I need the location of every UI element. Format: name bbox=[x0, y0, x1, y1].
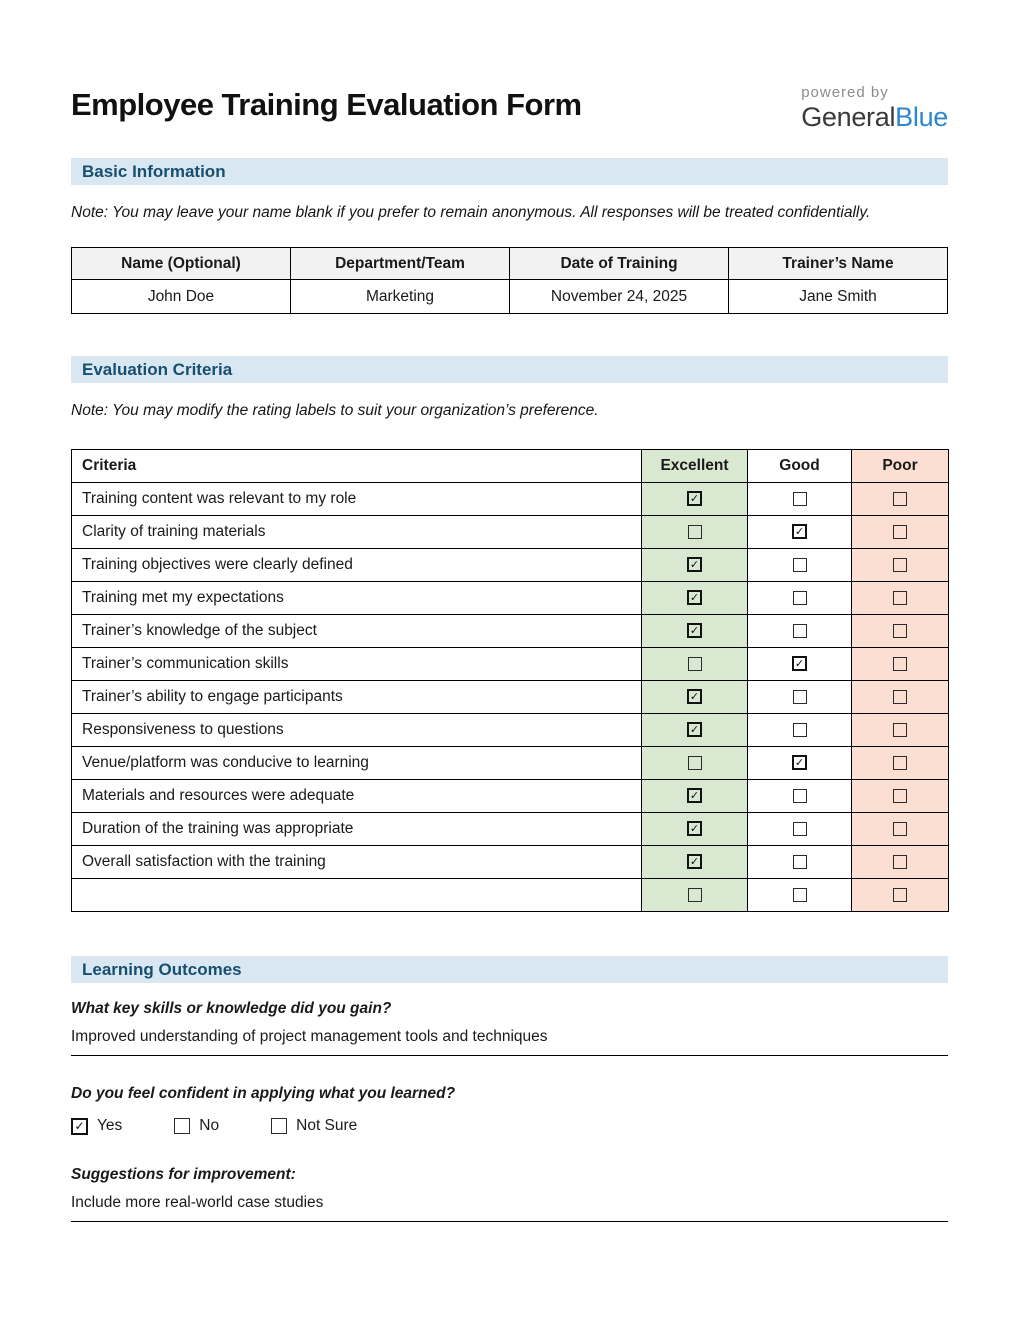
confidence-options bbox=[71, 1117, 948, 1135]
checkbox-unchecked-icon[interactable] bbox=[793, 822, 807, 836]
rating-cell-excellent[interactable] bbox=[642, 813, 748, 846]
rating-cell-good[interactable] bbox=[748, 813, 852, 846]
criteria-label: Trainer’s communication skills bbox=[72, 648, 642, 681]
checkbox-unchecked-icon[interactable] bbox=[793, 789, 807, 803]
powered-by-text: powered by bbox=[801, 84, 889, 101]
checkbox-unchecked-icon[interactable] bbox=[893, 789, 907, 803]
evaluation-row bbox=[72, 747, 949, 780]
rating-cell-poor[interactable] bbox=[852, 714, 949, 747]
basic-info-value-cell[interactable]: John Doe bbox=[72, 280, 291, 314]
rating-cell-good[interactable] bbox=[748, 879, 852, 912]
rating-cell-poor[interactable] bbox=[852, 846, 949, 879]
criteria-label: Trainer’s knowledge of the subject bbox=[72, 615, 642, 648]
rating-cell-good[interactable] bbox=[748, 846, 852, 879]
question-confident: Do you feel confident in applying what you learned? bbox=[71, 1085, 456, 1102]
checkbox-unchecked-icon[interactable] bbox=[893, 558, 907, 572]
rating-cell-excellent[interactable] bbox=[642, 879, 748, 912]
basic-info-column-header: Trainer’s Name bbox=[729, 248, 948, 280]
evaluation-column-header-good: Good bbox=[748, 450, 852, 483]
checkbox-checked-icon[interactable] bbox=[792, 755, 807, 770]
checkbox-unchecked-icon[interactable] bbox=[893, 492, 907, 506]
basic-info-header-row bbox=[72, 248, 948, 280]
checkbox-checked-icon[interactable] bbox=[687, 590, 702, 605]
rating-cell-poor[interactable] bbox=[852, 582, 949, 615]
criteria-label bbox=[72, 879, 642, 912]
evaluation-note: Note: You may modify the rating labels to suit your organization’s preference. bbox=[71, 402, 599, 419]
criteria-label: Materials and resources were adequate bbox=[72, 780, 642, 813]
checkbox-unchecked-icon[interactable] bbox=[793, 690, 807, 704]
checkbox-unchecked-icon[interactable] bbox=[793, 558, 807, 572]
basic-info-note: Note: You may leave your name blank if you prefer to remain anonymous. All responses will be treated confidentially. bbox=[71, 204, 871, 221]
rating-cell-good[interactable] bbox=[748, 483, 852, 516]
evaluation-column-header-excellent: Excellent bbox=[642, 450, 748, 483]
basic-info-value-cell[interactable]: Marketing bbox=[291, 280, 510, 314]
criteria-label: Training content was relevant to my role bbox=[72, 483, 642, 516]
brand-wordmark bbox=[801, 102, 948, 132]
option-yes[interactable] bbox=[71, 1117, 122, 1135]
checkbox-unchecked-icon[interactable] bbox=[793, 624, 807, 638]
checkbox-checked-icon[interactable] bbox=[792, 656, 807, 671]
evaluation-row bbox=[72, 681, 949, 714]
option-label: Not Sure bbox=[296, 1117, 358, 1134]
rating-cell-poor[interactable] bbox=[852, 516, 949, 549]
criteria-label: Duration of the training was appropriate bbox=[72, 813, 642, 846]
rating-cell-good[interactable] bbox=[748, 714, 852, 747]
checkbox-checked-icon[interactable] bbox=[687, 722, 702, 737]
rating-cell-good[interactable] bbox=[748, 582, 852, 615]
evaluation-row bbox=[72, 813, 949, 846]
rating-cell-good[interactable] bbox=[748, 615, 852, 648]
rating-cell-excellent[interactable] bbox=[642, 615, 748, 648]
answer-suggestions[interactable]: Include more real-world case studies bbox=[71, 1194, 948, 1222]
criteria-label: Clarity of training materials bbox=[72, 516, 642, 549]
brand-general: General bbox=[801, 102, 896, 132]
checkbox-checked-icon[interactable] bbox=[687, 788, 702, 803]
rating-cell-excellent[interactable] bbox=[642, 780, 748, 813]
basic-info-value-row bbox=[72, 280, 948, 314]
rating-cell-poor[interactable] bbox=[852, 615, 949, 648]
rating-cell-excellent[interactable] bbox=[642, 846, 748, 879]
rating-cell-excellent[interactable] bbox=[642, 714, 748, 747]
option-label: No bbox=[199, 1117, 220, 1134]
criteria-label: Overall satisfaction with the training bbox=[72, 846, 642, 879]
rating-cell-poor[interactable] bbox=[852, 681, 949, 714]
rating-cell-good[interactable] bbox=[748, 780, 852, 813]
checkbox-unchecked-icon[interactable] bbox=[688, 657, 702, 671]
evaluation-row bbox=[72, 846, 949, 879]
evaluation-row bbox=[72, 648, 949, 681]
answer-key-skills[interactable]: Improved understanding of project management tools and techniques bbox=[71, 1028, 948, 1056]
rating-cell-poor[interactable] bbox=[852, 483, 949, 516]
checkbox-checked-icon[interactable] bbox=[687, 689, 702, 704]
checkbox-checked-icon[interactable] bbox=[687, 557, 702, 572]
basic-info-column-header: Name (Optional) bbox=[72, 248, 291, 280]
evaluation-column-header-criteria: Criteria bbox=[72, 450, 642, 483]
checkbox-checked-icon[interactable] bbox=[792, 524, 807, 539]
rating-cell-poor[interactable] bbox=[852, 780, 949, 813]
section-header-evaluation-criteria: Evaluation Criteria bbox=[71, 356, 948, 383]
evaluation-table bbox=[71, 449, 949, 912]
evaluation-row bbox=[72, 483, 949, 516]
rating-cell-poor[interactable] bbox=[852, 747, 949, 780]
evaluation-header-row bbox=[72, 450, 949, 483]
checkbox-unchecked-icon[interactable] bbox=[893, 690, 907, 704]
basic-info-value-cell[interactable]: Jane Smith bbox=[729, 280, 948, 314]
checkbox-unchecked-icon[interactable] bbox=[688, 525, 702, 539]
generalblue-logo bbox=[801, 84, 948, 132]
rating-cell-excellent[interactable] bbox=[642, 483, 748, 516]
basic-info-column-header: Date of Training bbox=[510, 248, 729, 280]
page-title: Employee Training Evaluation Form bbox=[71, 87, 582, 122]
checkbox-unchecked-icon[interactable] bbox=[893, 657, 907, 671]
rating-cell-excellent[interactable] bbox=[642, 681, 748, 714]
checkbox-unchecked-icon[interactable] bbox=[793, 888, 807, 902]
checkbox-unchecked-icon[interactable] bbox=[893, 723, 907, 737]
question-suggestions: Suggestions for improvement: bbox=[71, 1166, 296, 1183]
basic-info-value-cell[interactable]: November 24, 2025 bbox=[510, 280, 729, 314]
checkbox-unchecked-icon[interactable] bbox=[893, 624, 907, 638]
section-header-learning-outcomes: Learning Outcomes bbox=[71, 956, 948, 983]
checkbox-unchecked-icon[interactable] bbox=[174, 1118, 190, 1134]
criteria-label: Training met my expectations bbox=[72, 582, 642, 615]
question-key-skills: What key skills or knowledge did you gain? bbox=[71, 1000, 392, 1017]
checkbox-checked-icon[interactable] bbox=[687, 623, 702, 638]
evaluation-row bbox=[72, 879, 949, 912]
rating-cell-poor[interactable] bbox=[852, 813, 949, 846]
checkbox-unchecked-icon[interactable] bbox=[793, 591, 807, 605]
rating-cell-excellent[interactable] bbox=[642, 549, 748, 582]
criteria-label: Training objectives were clearly defined bbox=[72, 549, 642, 582]
criteria-label: Trainer’s ability to engage participants bbox=[72, 681, 642, 714]
checkbox-checked-icon[interactable] bbox=[687, 854, 702, 869]
checkbox-unchecked-icon[interactable] bbox=[893, 822, 907, 836]
rating-cell-good[interactable] bbox=[748, 648, 852, 681]
basic-info-table bbox=[71, 247, 948, 314]
basic-info-column-header: Department/Team bbox=[291, 248, 510, 280]
checkbox-unchecked-icon[interactable] bbox=[893, 756, 907, 770]
option-no[interactable] bbox=[174, 1117, 219, 1135]
checkbox-unchecked-icon[interactable] bbox=[793, 855, 807, 869]
checkbox-checked-icon[interactable] bbox=[71, 1118, 88, 1135]
checkbox-unchecked-icon[interactable] bbox=[893, 855, 907, 869]
criteria-label: Responsiveness to questions bbox=[72, 714, 642, 747]
rating-cell-excellent[interactable] bbox=[642, 648, 748, 681]
rating-cell-good[interactable] bbox=[748, 747, 852, 780]
evaluation-row bbox=[72, 714, 949, 747]
section-header-basic-information: Basic Information bbox=[71, 158, 948, 185]
rating-cell-poor[interactable] bbox=[852, 879, 949, 912]
evaluation-row bbox=[72, 780, 949, 813]
checkbox-unchecked-icon[interactable] bbox=[793, 723, 807, 737]
checkbox-unchecked-icon[interactable] bbox=[893, 591, 907, 605]
checkbox-unchecked-icon[interactable] bbox=[688, 888, 702, 902]
evaluation-row bbox=[72, 582, 949, 615]
criteria-label: Venue/platform was conducive to learning bbox=[72, 747, 642, 780]
rating-cell-good[interactable] bbox=[748, 549, 852, 582]
rating-cell-excellent[interactable] bbox=[642, 747, 748, 780]
checkbox-checked-icon[interactable] bbox=[687, 821, 702, 836]
page-header bbox=[71, 0, 948, 132]
evaluation-row bbox=[72, 615, 949, 648]
evaluation-row bbox=[72, 516, 949, 549]
rating-cell-good[interactable] bbox=[748, 681, 852, 714]
checkbox-unchecked-icon[interactable] bbox=[688, 756, 702, 770]
option-not-sure[interactable] bbox=[271, 1117, 357, 1135]
option-label: Yes bbox=[97, 1117, 123, 1134]
brand-blue: Blue bbox=[895, 102, 948, 132]
evaluation-column-header-poor: Poor bbox=[852, 450, 949, 483]
rating-cell-excellent[interactable] bbox=[642, 582, 748, 615]
checkbox-unchecked-icon[interactable] bbox=[793, 492, 807, 506]
rating-cell-poor[interactable] bbox=[852, 648, 949, 681]
rating-cell-poor[interactable] bbox=[852, 549, 949, 582]
checkbox-checked-icon[interactable] bbox=[687, 491, 702, 506]
checkbox-unchecked-icon[interactable] bbox=[893, 525, 907, 539]
evaluation-row bbox=[72, 549, 949, 582]
checkbox-unchecked-icon[interactable] bbox=[271, 1118, 287, 1134]
rating-cell-good[interactable] bbox=[748, 516, 852, 549]
rating-cell-excellent[interactable] bbox=[642, 516, 748, 549]
checkbox-unchecked-icon[interactable] bbox=[893, 888, 907, 902]
